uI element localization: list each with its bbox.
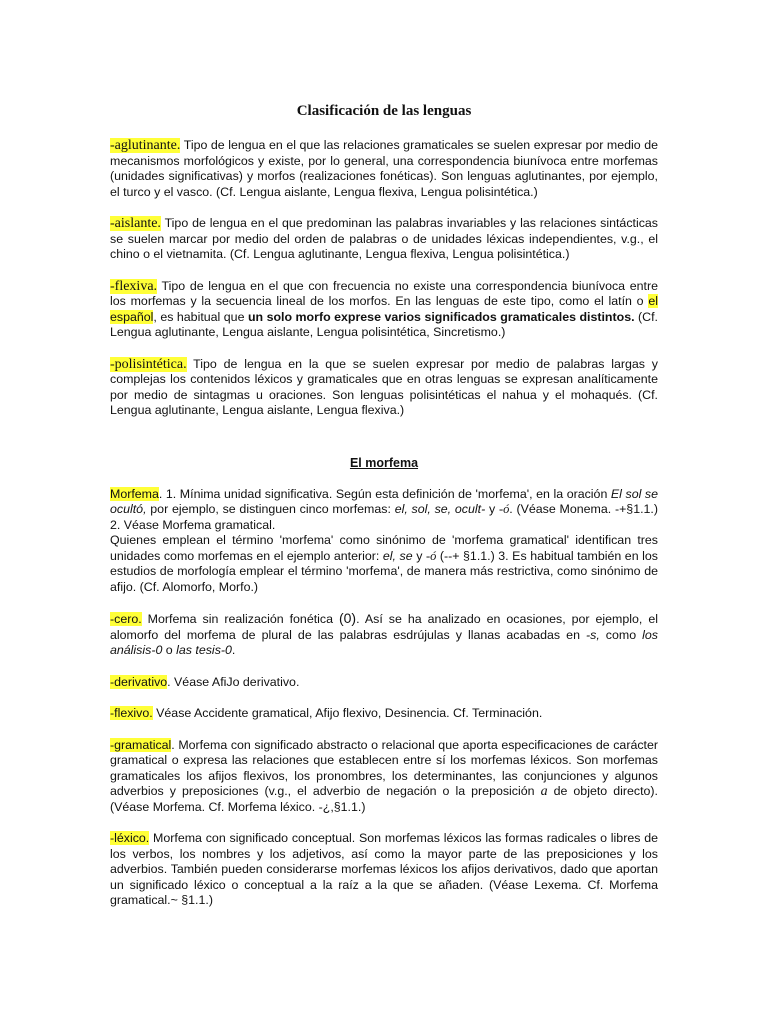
term-aglutinante: -aglutinante. — [110, 138, 181, 153]
term-cero: -cero. — [110, 612, 142, 626]
term-gramatical: -gramatical — [110, 737, 172, 752]
term-aislante: -aislante. — [110, 216, 161, 231]
entry-aglutinante — [110, 138, 658, 200]
entry-text: . Véase AfiJo derivativo. — [167, 674, 300, 689]
entry-text: Tipo de lengua en el que las relaciones gramaticales se suelen expresar por medio de mecanismos morfológicos y existe, por lo general, una correspondencia biunívoca entre morfemas (unidades significativas) y morfos (realizaciones fonéticas). Son lenguas aglutinantes, por ejemplo, el turco y el vasco. (Cf. Lengua aislante, Lengua flexiva, Lengua polisintética.) — [110, 138, 658, 199]
entry-text: Morfema sin realización fonética — [141, 612, 339, 626]
entry-text: Tipo de lengua en el que predominan las palabras invariables y las relaciones sintácticas se suelen marcar por medio del orden de palabras o de unidades léxicas independientes, v.g., el chino o el vietnamita. (Cf. Lengua aglutinante, Lengua flexiva, Lengua polisintética.) — [110, 216, 658, 261]
entry-text: Quienes emplean el término 'morfema' como sinónimo de 'morfema gramatical' identifican tres unidades como morfemas en el ejemplo anterior: — [110, 533, 658, 563]
highlight-espanol: el español — [110, 294, 658, 324]
entry-text: por ejemplo, se distinguen cinco morfemas: — [146, 502, 395, 516]
example-italic: el, sol, se, ocult- — [394, 502, 486, 516]
entry-morfema — [110, 487, 658, 596]
term-morfema: Morfema — [110, 486, 159, 501]
example-serif: a — [540, 784, 548, 799]
entry-derivativo — [110, 675, 658, 691]
entry-text: . — [231, 643, 236, 657]
entry-text: (Cf. Lengua aglutinante, Lengua aislante, Lengua polisintética, Sincretismo.) — [110, 309, 658, 339]
entry-lexico — [110, 831, 658, 909]
entry-text: o — [162, 643, 177, 657]
entry-flexivo — [110, 706, 658, 722]
entry-text: Véase Accidente gramatical, Afijo flexivo, Desinencia. Cf. Terminación. — [152, 706, 543, 720]
term-lexico: -léxico. — [110, 831, 150, 845]
entry-text: . Así se ha analizado en ocasiones, por ejemplo, el alomorfo del morfema de plural de las palabras esdrújulas y llanas acabadas en — [110, 612, 658, 642]
example-serif: -ó — [498, 502, 510, 516]
example-italic: El sol se ocultó, — [110, 486, 659, 516]
document-page — [110, 102, 658, 925]
example-italic: el, se — [382, 548, 413, 563]
entry-text: de objeto directo). (Véase Morfema. Cf. Morfema léxico. -¿,§1.1.) — [110, 784, 658, 814]
bold-phrase: un solo morfo exprese varios significados gramaticales distintos. — [247, 309, 635, 324]
entry-text: como — [599, 627, 643, 642]
entry-gramatical — [110, 738, 658, 816]
term-flexiva: -flexiva. — [110, 278, 158, 294]
term-derivativo: -derivativo — [110, 674, 168, 689]
entry-text: (--+ §1.1.) 3. Es habitual también en los estudios de morfología emplear el término 'morfema', de manera más restrictiva, como sinónimo de afijo. (Cf. Alomorfo, Morfo.) — [110, 548, 658, 594]
entry-text: . 1. Mínima unidad significativa. Según esta definición de 'morfema', en la oración — [158, 486, 611, 501]
entry-text: Morfema con significado conceptual. Son morfemas léxicos las formas radicales o libres de los verbos, los nombres y los adjetivos, así como la mayor parte de las preposiciones y los adverbios. También pueden considerarse morfemas léxicos los afijos derivativos, dado que aportan un significado léxico o conceptual a la raíz a la que se añaden. (Véase Lexema. Cf. Morfema gramatical.~ §1.1.) — [110, 831, 658, 907]
entry-text: , es habitual que — [153, 309, 248, 324]
entry-text: Tipo de lengua en el que con frecuencia no existe una correspondencia biunívoca entre los morfemas y la secuencia lineal de los morfos. En las lenguas de este tipo, como el latín o — [110, 278, 658, 308]
entry-text: . (Véase Monema. -+§1.1.) 2. Véase Morfema gramatical. — [110, 502, 658, 532]
entry-text: y — [412, 548, 426, 563]
example-serif: -ó — [425, 548, 437, 563]
example-italic: los análisis-0 — [110, 627, 658, 657]
entry-text: Tipo de lengua en la que se suelen expresar por medio de palabras largas y complejas los contenidos léxicos y gramaticales que en otras lenguas se expresan analíticamente por medio de sintagmas u oraciones. Son lenguas polisintéticas el nahua y el mohaqués. (Cf. Lengua aglutinante, Lengua aislante, Lengua flexiva.) — [110, 356, 658, 417]
entry-flexiva — [110, 279, 658, 341]
term-polisintetica: -polisintética. — [110, 356, 187, 372]
entry-cero — [110, 611, 658, 659]
term-flexivo: -flexivo. — [110, 706, 153, 720]
entry-text: . Morfema con significado abstracto o relacional que aporta especificaciones de carácter gramatical o expresa las relaciones que establecen entre sí los morfemas léxicos. Son morfemas gramaticales los afijos flexivos, los pronombres, los determinantes, las conjunciones y algunos adverbios y preposiciones (v.g., el adverbio de negación o la preposición — [110, 737, 658, 798]
section-title-morfema: El morfema — [349, 455, 419, 470]
example-italic: -s, — [586, 627, 600, 642]
entry-aislante — [110, 216, 658, 263]
document-title: Clasificación de las lenguas — [296, 103, 472, 119]
entry-text: y — [485, 502, 499, 516]
entry-polisintetica — [110, 357, 658, 419]
example-italic: las tesis-0 — [176, 643, 232, 657]
zero-symbol: (0) — [338, 610, 357, 626]
